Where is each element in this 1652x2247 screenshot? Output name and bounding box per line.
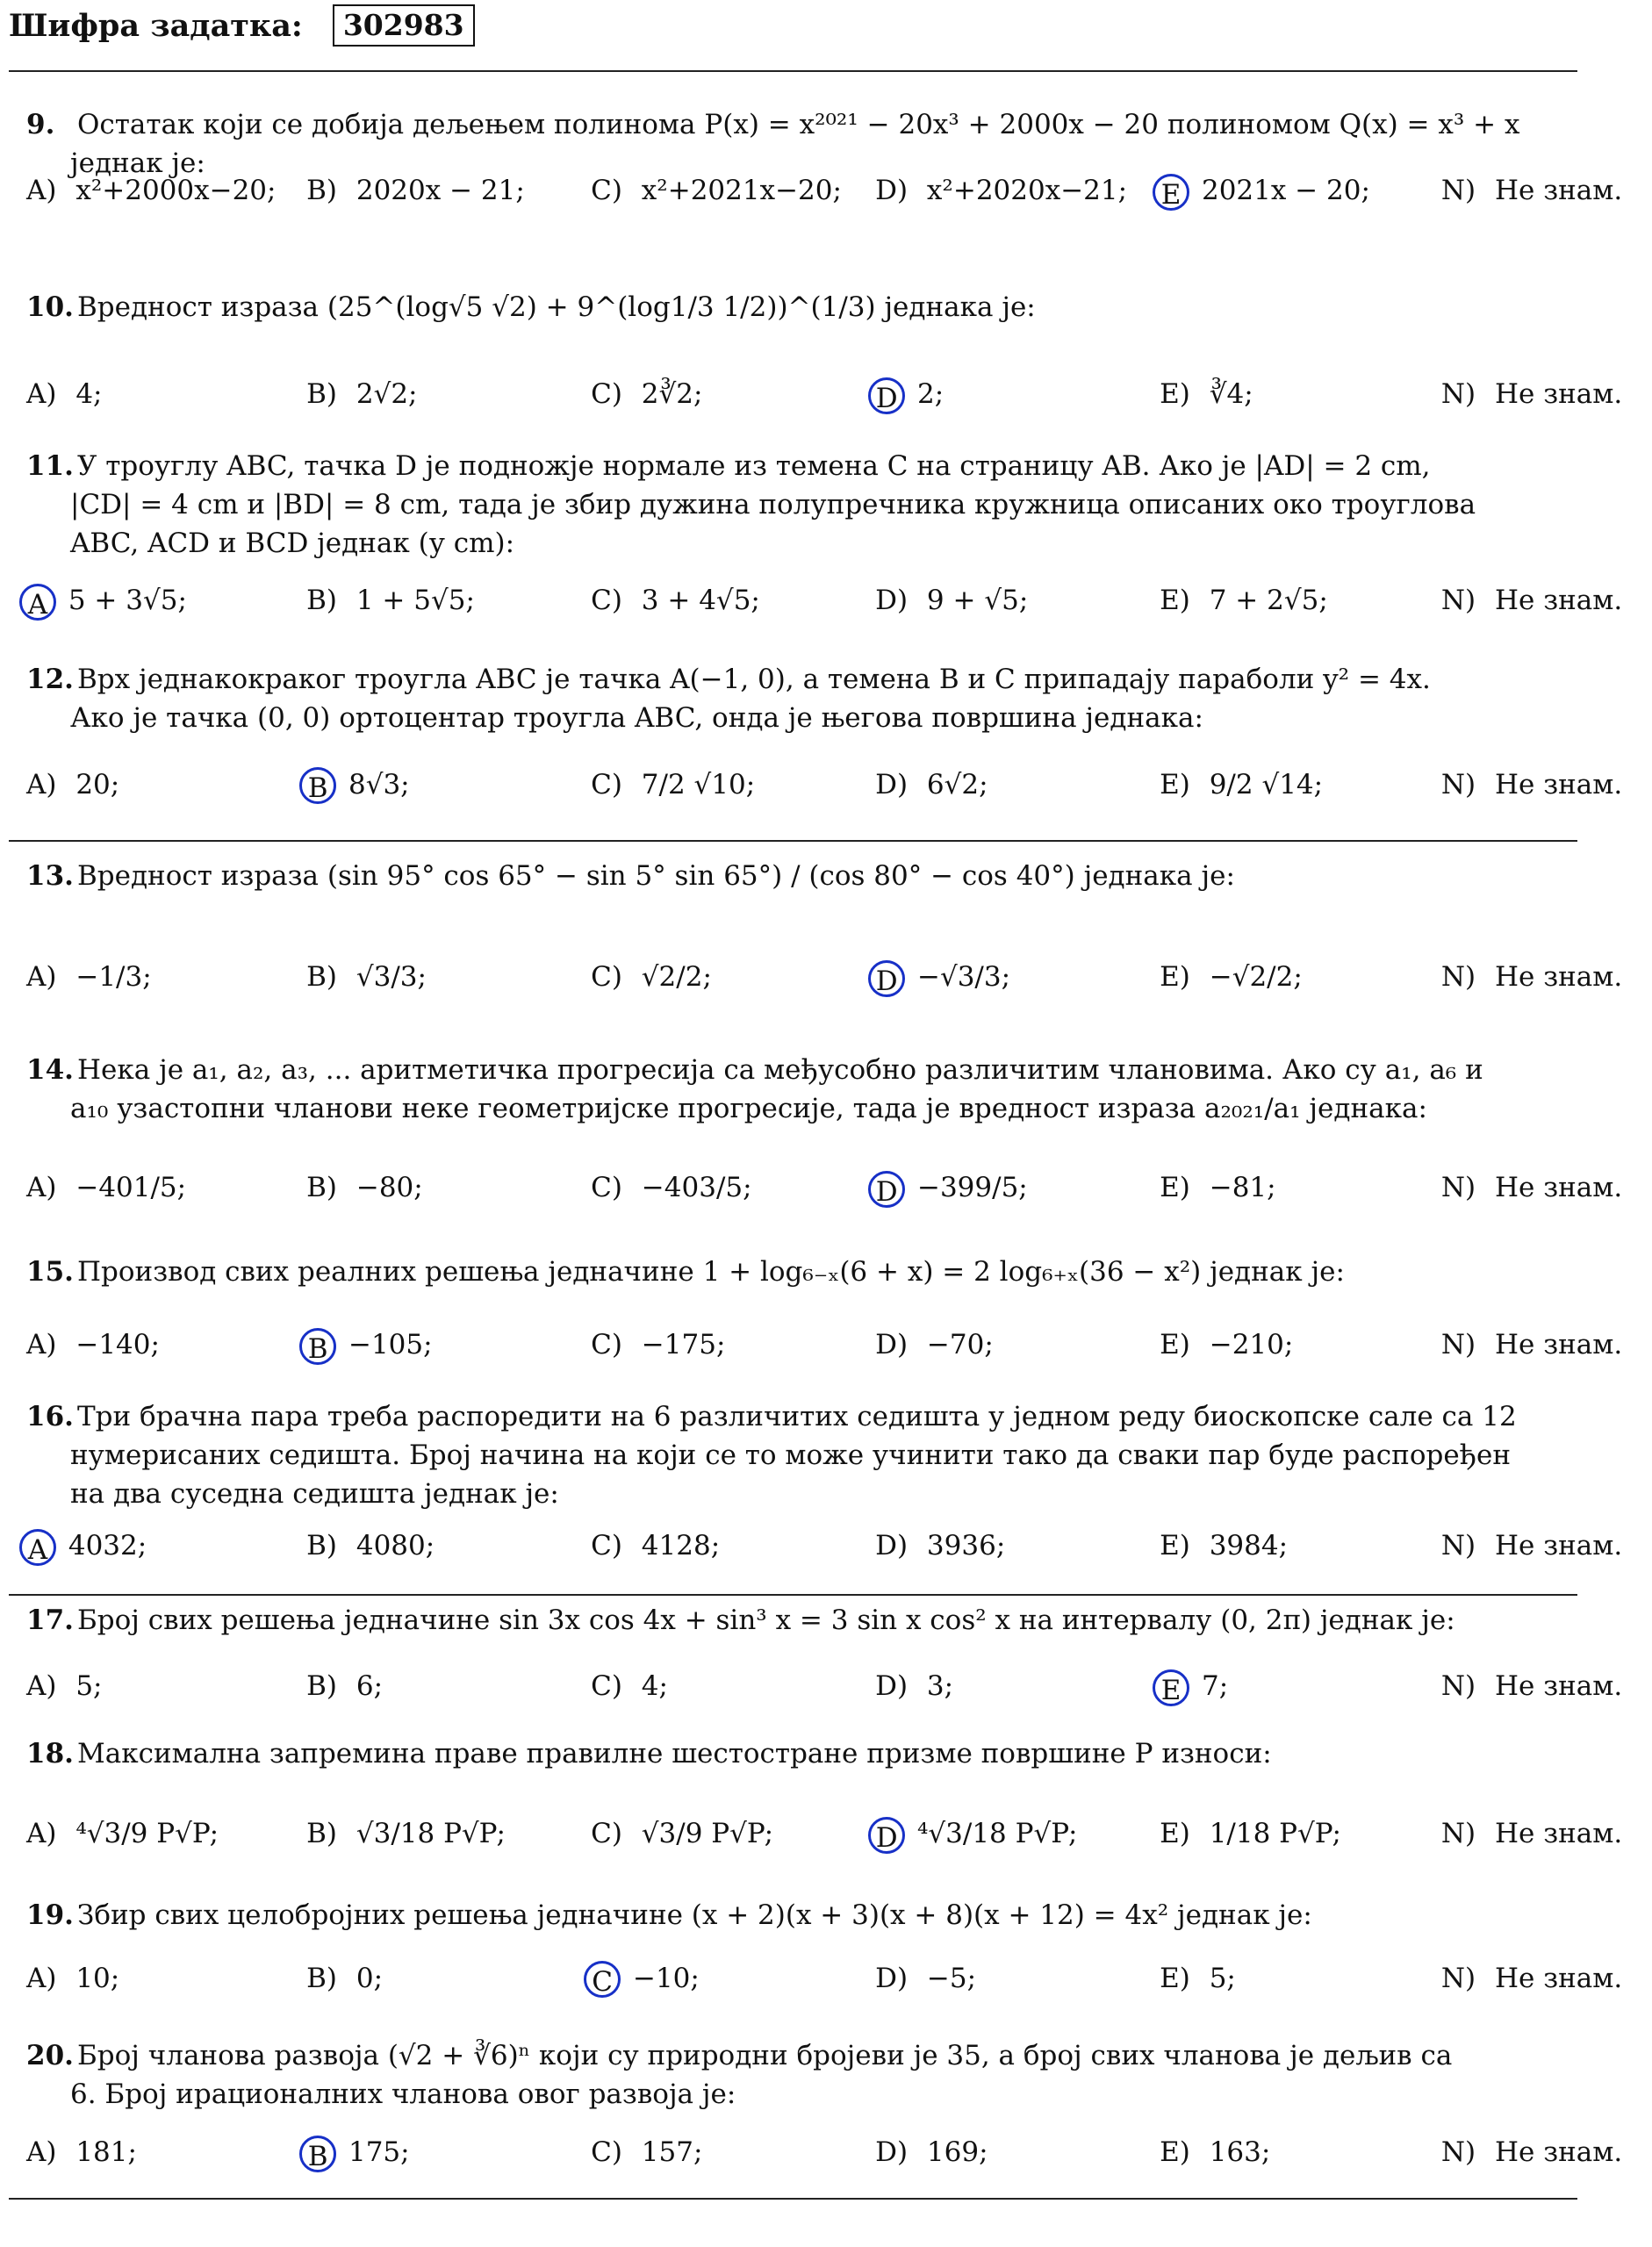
option-letter: D) <box>875 1962 909 1994</box>
answer-option-d[interactable] <box>875 578 1028 622</box>
question-text: Вредност израза (25^(log√5 √2) + 9^(log1/3 1/2))^(1/3) једнака је: <box>77 291 1036 323</box>
question-16 <box>26 1397 1580 1513</box>
option-letter: A) <box>26 1329 57 1361</box>
question-text-line <box>26 1734 1580 1773</box>
option-value: 2∛2; <box>632 378 703 410</box>
question-14 <box>26 1051 1580 1128</box>
answer-option-c[interactable] <box>591 1664 668 1708</box>
answer-option-d[interactable] <box>875 763 988 807</box>
option-value: Не знам. <box>1486 585 1623 617</box>
answer-option-d[interactable] <box>875 169 1127 212</box>
answer-option-b[interactable] <box>306 169 525 212</box>
selected-answer-circle: D <box>868 960 905 997</box>
option-value: −403/5; <box>632 1172 752 1203</box>
question-number: 15. <box>26 1256 74 1289</box>
section-divider <box>9 2198 1577 2200</box>
answer-option-d[interactable] <box>875 1323 994 1367</box>
question-number: 11. <box>26 449 74 482</box>
option-value: 4; <box>632 1670 668 1702</box>
option-value: −81; <box>1200 1172 1276 1203</box>
question-text-line <box>26 857 1580 895</box>
answer-option-a[interactable] <box>26 1664 103 1708</box>
option-value: 2; <box>909 378 945 410</box>
option-value: Не знам. <box>1486 1818 1623 1849</box>
question-text: У троуглу ABC, тачка D је подножје нормале из темена C на страницу AB. Ако је |AD| = 2 cm, <box>77 449 1431 482</box>
option-value: 7/2 √10; <box>632 768 756 800</box>
option-value: 3 + 4√5; <box>632 585 760 617</box>
question-text: Број свих решења једначине sin 3x cos 4x + sin³ x = 3 sin x cos² x на интервалу (0, 2π) једнак је: <box>77 1604 1455 1636</box>
question-number: 17. <box>26 1604 74 1636</box>
option-letter: N) <box>1440 175 1476 206</box>
option-value: −70; <box>918 1329 994 1361</box>
option-letter: D) <box>875 1530 909 1561</box>
answer-option-e[interactable] <box>1160 1166 1275 1210</box>
answer-options <box>26 1166 1623 1210</box>
answer-option-a[interactable] <box>26 763 119 807</box>
answer-option-b[interactable] <box>306 763 410 807</box>
option-letter: C) <box>591 175 622 206</box>
option-letter: C) <box>591 1329 622 1361</box>
option-value: Не знам. <box>1486 1670 1623 1702</box>
option-value: 157; <box>632 2136 703 2169</box>
option-value: 20; <box>67 768 120 800</box>
option-letter: C) <box>591 768 622 800</box>
question-number: 19. <box>26 1899 74 1931</box>
option-letter: A) <box>26 1818 57 1849</box>
option-value: 3984; <box>1200 1530 1289 1561</box>
selected-answer-circle: B <box>299 2136 336 2172</box>
answer-option-e[interactable] <box>1160 1812 1341 1856</box>
answer-option-a[interactable] <box>26 1166 186 1210</box>
option-value: 181; <box>67 2136 137 2169</box>
option-value: √3/18 P√P; <box>348 1818 506 1849</box>
question-text-line: 6. Број ирационалних чланова овог развоја је: <box>70 2078 736 2110</box>
question-18 <box>26 1734 1580 1773</box>
question-text: Број чланова развоја (√2 + ∛6)ⁿ који су природни бројеви је 35, а број свих чланова је дељив са <box>77 2040 1453 2071</box>
answer-options <box>26 1323 1623 1367</box>
option-value: −140; <box>67 1329 160 1361</box>
answer-option-n[interactable] <box>1441 955 1622 999</box>
answer-option-b[interactable] <box>306 578 475 622</box>
answer-options <box>26 955 1623 999</box>
question-text: Три брачна пара треба распоредити на 6 различитих седишта у једном реду биоскопске сале са 12 <box>77 1401 1517 1432</box>
option-letter: C) <box>591 1530 622 1561</box>
answer-option-b[interactable] <box>306 372 417 416</box>
option-letter: E) <box>1160 1329 1190 1361</box>
option-value: −401/5; <box>67 1172 187 1203</box>
question-text-line <box>26 1051 1580 1089</box>
question-text: Вредност израза (sin 95° cos 65° − sin 5° sin 65°) / (cos 80° − cos 40°) једнака је: <box>77 860 1235 892</box>
option-value: 3936; <box>918 1530 1006 1561</box>
option-letter: D) <box>875 175 909 206</box>
option-value: Не знам. <box>1486 175 1623 206</box>
option-value: Не знам. <box>1486 768 1623 800</box>
option-value: √3/3; <box>348 961 427 993</box>
selected-answer-circle: E <box>1153 174 1189 211</box>
option-value: 163; <box>1200 2136 1271 2169</box>
option-value: 7 + 2√5; <box>1200 585 1328 617</box>
answer-option-a[interactable] <box>26 372 103 416</box>
question-number: 18. <box>26 1738 74 1770</box>
option-letter: E) <box>1160 1172 1190 1203</box>
option-value: x²+2021x−20; <box>632 175 842 206</box>
option-letter: B) <box>306 1962 337 1994</box>
option-letter: C) <box>591 585 622 617</box>
option-letter: D) <box>875 1329 909 1361</box>
option-value: 4032; <box>60 1530 147 1561</box>
question-13 <box>26 857 1580 895</box>
option-letter: A) <box>26 1172 57 1203</box>
answer-option-a[interactable] <box>26 169 276 212</box>
answer-option-e[interactable] <box>1160 578 1328 622</box>
answer-options <box>26 1524 1623 1568</box>
question-number: 9. <box>26 109 55 140</box>
option-value: −1/3; <box>67 961 152 993</box>
option-letter: C) <box>591 378 622 410</box>
option-value: Не знам. <box>1486 2136 1623 2169</box>
answer-options <box>26 169 1623 212</box>
selected-answer-circle: D <box>868 1817 905 1854</box>
option-letter: B) <box>306 585 337 617</box>
answer-option-a[interactable] <box>26 1524 147 1568</box>
answer-option-a[interactable] <box>26 1323 160 1367</box>
selected-answer-circle: C <box>584 1961 621 1998</box>
question-text-line: |CD| = 4 cm и |BD| = 8 cm, тада је збир дужина полупречника кружница описаних око троуглова <box>70 488 1476 520</box>
answer-options <box>26 1956 1623 2000</box>
answer-option-c[interactable] <box>591 2130 702 2174</box>
option-value: 2021x − 20; <box>1193 175 1370 206</box>
option-letter: N) <box>1440 1329 1476 1361</box>
question-17 <box>26 1601 1580 1640</box>
answer-option-b[interactable] <box>306 1664 383 1708</box>
answer-option-d[interactable] <box>875 955 1010 999</box>
answer-option-e[interactable] <box>1160 955 1303 999</box>
answer-option-d[interactable] <box>875 1524 1005 1568</box>
option-letter: B) <box>306 1530 337 1561</box>
question-text-line: Ако је тачка (0, 0) ортоцентар троугла ABC, онда је његова површина једнака: <box>70 702 1203 734</box>
question-text-line <box>26 447 1580 485</box>
option-letter: B) <box>306 175 337 206</box>
answer-options <box>26 763 1623 807</box>
option-letter: E) <box>1160 1962 1190 1994</box>
question-number: 14. <box>26 1053 74 1086</box>
option-value: −5; <box>918 1962 977 1994</box>
option-value: 4; <box>67 378 103 410</box>
question-text: Производ свих реалних решења једначине 1 + log₆₋ₓ(6 + x) = 2 log₆₊ₓ(36 − x²) једнак је: <box>77 1256 1345 1289</box>
option-letter: E) <box>1160 585 1190 617</box>
answer-option-e[interactable] <box>1160 169 1370 212</box>
answer-option-e[interactable] <box>1160 1664 1228 1708</box>
answer-options <box>26 2130 1623 2174</box>
option-value: −399/5; <box>909 1172 1028 1203</box>
answer-option-c[interactable] <box>591 1956 700 2000</box>
question-number: 10. <box>26 291 74 323</box>
option-value: √3/9 P√P; <box>632 1818 774 1849</box>
option-value: 6; <box>348 1670 384 1702</box>
answer-option-c[interactable] <box>591 372 702 416</box>
option-letter: B) <box>306 961 337 993</box>
option-value: ⁴√3/18 P√P; <box>909 1818 1078 1849</box>
option-letter: E) <box>1160 768 1190 800</box>
option-letter: C) <box>591 2136 622 2169</box>
option-letter: E) <box>1160 1530 1190 1561</box>
answer-option-e[interactable] <box>1160 1956 1236 2000</box>
option-letter: N) <box>1440 1530 1476 1561</box>
option-letter: B) <box>306 1172 337 1203</box>
answer-options <box>26 1812 1623 1856</box>
answer-option-c[interactable] <box>591 578 760 622</box>
question-12 <box>26 660 1580 737</box>
section-divider <box>9 840 1577 842</box>
selected-answer-circle: D <box>868 377 905 414</box>
answer-option-n[interactable] <box>1441 1664 1622 1708</box>
task-code-label: Шифра задатка: <box>9 7 303 44</box>
option-letter: A) <box>26 768 57 800</box>
option-value: 2020x − 21; <box>348 175 525 206</box>
option-value: 8√3; <box>340 768 410 800</box>
option-value: 9 + √5; <box>918 585 1029 617</box>
answer-option-b[interactable] <box>306 955 427 999</box>
answer-option-c[interactable] <box>591 1812 773 1856</box>
question-text-line <box>26 1397 1580 1436</box>
option-value: Не знам. <box>1486 378 1623 410</box>
selected-answer-circle: B <box>299 1328 336 1365</box>
option-letter: E) <box>1160 2136 1190 2169</box>
option-value: Не знам. <box>1486 1962 1623 1994</box>
question-text-line <box>26 1253 1580 1291</box>
option-letter: N) <box>1440 1818 1476 1849</box>
option-letter: N) <box>1440 1962 1476 1994</box>
answer-option-n[interactable] <box>1441 1166 1622 1210</box>
question-text: Збир свих целобројних решења једначине (x + 2)(x + 3)(x + 8)(x + 12) = 4x² једнак је: <box>77 1899 1312 1931</box>
task-code-box: 302983 <box>333 4 475 47</box>
question-number: 20. <box>26 2040 74 2071</box>
question-text-line: једнак је: <box>70 147 205 179</box>
option-letter: B) <box>306 1818 337 1849</box>
option-letter: N) <box>1440 768 1476 800</box>
option-value: −√2/2; <box>1200 961 1303 993</box>
answer-option-a[interactable] <box>26 955 152 999</box>
question-11 <box>26 447 1580 563</box>
answer-options <box>26 372 1623 416</box>
question-text: Максимална запремина праве правилне шестостране призме површине P износи: <box>77 1738 1272 1770</box>
option-value: 175; <box>340 2136 410 2169</box>
option-value: 5; <box>1200 1962 1236 1994</box>
option-value: 6√2; <box>918 768 988 800</box>
answer-option-c[interactable] <box>591 1524 720 1568</box>
answer-option-b[interactable] <box>306 2130 409 2174</box>
answer-options <box>26 1664 1623 1708</box>
selected-answer-circle: A <box>19 1529 56 1566</box>
section-divider <box>9 70 1577 72</box>
option-letter: N) <box>1440 2136 1476 2169</box>
answer-options <box>26 578 1623 622</box>
selected-answer-circle: A <box>19 584 56 621</box>
question-number: 16. <box>26 1401 74 1432</box>
selected-answer-circle: D <box>868 1171 905 1208</box>
option-letter: A) <box>26 1962 57 1994</box>
answer-option-d[interactable] <box>875 2130 988 2174</box>
option-value: √2/2; <box>632 961 712 993</box>
option-value: x²+2020x−21; <box>918 175 1128 206</box>
option-value: −210; <box>1200 1329 1294 1361</box>
option-value: 10; <box>67 1962 120 1994</box>
answer-option-b[interactable] <box>306 1323 432 1367</box>
option-letter: N) <box>1440 378 1476 410</box>
answer-option-c[interactable] <box>591 955 712 999</box>
option-letter: N) <box>1440 1670 1476 1702</box>
question-text-line <box>26 660 1580 699</box>
option-value: 4128; <box>632 1530 721 1561</box>
option-value: Не знам. <box>1486 961 1623 993</box>
option-letter: B) <box>306 1670 337 1702</box>
option-value: x²+2000x−20; <box>67 175 277 206</box>
answer-option-d[interactable] <box>875 1812 1077 1856</box>
option-letter: E) <box>1160 961 1190 993</box>
answer-option-n[interactable] <box>1441 1812 1622 1856</box>
answer-option-e[interactable] <box>1160 372 1253 416</box>
option-value: −105; <box>340 1329 433 1361</box>
answer-option-d[interactable] <box>875 1956 976 2000</box>
option-value: 5 + 3√5; <box>60 585 187 617</box>
option-value: 1 + 5√5; <box>348 585 475 617</box>
option-value: 5; <box>67 1670 103 1702</box>
answer-option-c[interactable] <box>591 169 842 212</box>
question-15 <box>26 1253 1580 1291</box>
option-value: 3; <box>918 1670 954 1702</box>
answer-option-c[interactable] <box>591 1166 751 1210</box>
answer-option-e[interactable] <box>1160 1524 1288 1568</box>
answer-option-b[interactable] <box>306 1166 423 1210</box>
option-letter: A) <box>26 378 57 410</box>
answer-option-a[interactable] <box>26 578 187 622</box>
answer-option-n[interactable] <box>1441 1956 1622 2000</box>
answer-option-c[interactable] <box>591 1323 725 1367</box>
option-letter: E) <box>1160 1818 1190 1849</box>
option-value: Не знам. <box>1486 1530 1623 1561</box>
option-value: 7; <box>1193 1670 1229 1702</box>
question-20 <box>26 2036 1580 2114</box>
option-letter: C) <box>591 1670 622 1702</box>
option-value: 2√2; <box>348 378 418 410</box>
option-letter: A) <box>26 2136 57 2169</box>
option-value: Не знам. <box>1486 1329 1623 1361</box>
option-letter: B) <box>306 378 337 410</box>
question-text-line <box>26 2036 1580 2075</box>
question-text-line: a₁₀ узастопни чланови неке геометријске прогресије, тада је вредност израза a₂₀₂₁/a₁ једнака: <box>70 1092 1427 1124</box>
option-letter: N) <box>1440 961 1476 993</box>
option-letter: A) <box>26 1670 57 1702</box>
option-letter: D) <box>875 2136 909 2169</box>
option-value: ∛4; <box>1200 378 1253 410</box>
option-value: −√3/3; <box>909 961 1011 993</box>
answer-option-d[interactable] <box>875 372 944 416</box>
section-divider <box>9 1594 1577 1596</box>
answer-option-e[interactable] <box>1160 1323 1293 1367</box>
option-value: 1/18 P√P; <box>1200 1818 1341 1849</box>
selected-answer-circle: E <box>1153 1669 1189 1706</box>
answer-option-n[interactable] <box>1441 169 1622 212</box>
answer-option-b[interactable] <box>306 1524 435 1568</box>
question-text-line <box>26 1601 1580 1640</box>
option-letter: C) <box>591 961 622 993</box>
question-text-line: нумерисаних седишта. Број начина на који се то може учинити тако да сваки пар буде распоређен <box>70 1439 1512 1471</box>
option-value: Не знам. <box>1486 1172 1623 1203</box>
option-letter: D) <box>875 585 909 617</box>
question-text-line: на два суседна седишта једнак је: <box>70 1478 559 1510</box>
question-text: Остатак који се добија дељењем полинома P(x) = x²⁰²¹ − 20x³ + 2000x − 20 полиномом Q(x) = x³ + x <box>77 109 1520 140</box>
question-10 <box>26 288 1580 327</box>
question-number: 13. <box>26 860 74 892</box>
task-code-header <box>9 4 475 47</box>
question-text: Нека је a₁, a₂, a₃, ... аритметичка прогресија са међусобно различитим члановима. Ако су a₁, a₆ и <box>77 1053 1483 1086</box>
answer-option-c[interactable] <box>591 763 755 807</box>
option-letter: C) <box>591 1172 622 1203</box>
question-text-line <box>26 1896 1580 1935</box>
answer-option-a[interactable] <box>26 2130 137 2174</box>
answer-option-n[interactable] <box>1441 1524 1622 1568</box>
answer-option-b[interactable] <box>306 1812 506 1856</box>
answer-option-d[interactable] <box>875 1664 953 1708</box>
question-number: 12. <box>26 664 74 695</box>
answer-option-b[interactable] <box>306 1956 383 2000</box>
question-text: Врх једнакокраког троугла ABC је тачка A(−1, 0), а темена B и C припадају параболи y² = 4x. <box>77 664 1431 695</box>
question-text-line <box>26 105 1580 144</box>
question-text-line <box>26 288 1580 327</box>
selected-answer-circle: B <box>299 767 336 804</box>
option-value: 169; <box>918 2136 988 2169</box>
option-letter: N) <box>1440 585 1476 617</box>
answer-option-e[interactable] <box>1160 2130 1270 2174</box>
option-letter: C) <box>591 1818 622 1849</box>
answer-option-a[interactable] <box>26 1956 119 2000</box>
answer-option-n[interactable] <box>1441 763 1622 807</box>
question-19 <box>26 1896 1580 1935</box>
option-letter: D) <box>875 1670 909 1702</box>
answer-option-n[interactable] <box>1441 1323 1622 1367</box>
answer-option-a[interactable] <box>26 1812 219 1856</box>
option-value: 4080; <box>348 1530 435 1561</box>
question-text-line: ABC, ACD и BCD једнак (у cm): <box>70 527 515 559</box>
answer-option-d[interactable] <box>875 1166 1028 1210</box>
answer-option-n[interactable] <box>1441 578 1622 622</box>
option-value: ⁴√3/9 P√P; <box>67 1818 219 1849</box>
option-value: −80; <box>348 1172 423 1203</box>
answer-option-n[interactable] <box>1441 372 1622 416</box>
option-letter: A) <box>26 175 57 206</box>
option-letter: D) <box>875 768 909 800</box>
option-value: 9/2 √14; <box>1200 768 1324 800</box>
answer-option-n[interactable] <box>1441 2130 1622 2174</box>
option-value: 0; <box>348 1962 384 1994</box>
option-value: −10; <box>624 1962 700 1994</box>
option-letter: N) <box>1440 1172 1476 1203</box>
answer-option-e[interactable] <box>1160 763 1323 807</box>
option-value: −175; <box>632 1329 726 1361</box>
option-letter: A) <box>26 961 57 993</box>
option-letter: E) <box>1160 378 1190 410</box>
